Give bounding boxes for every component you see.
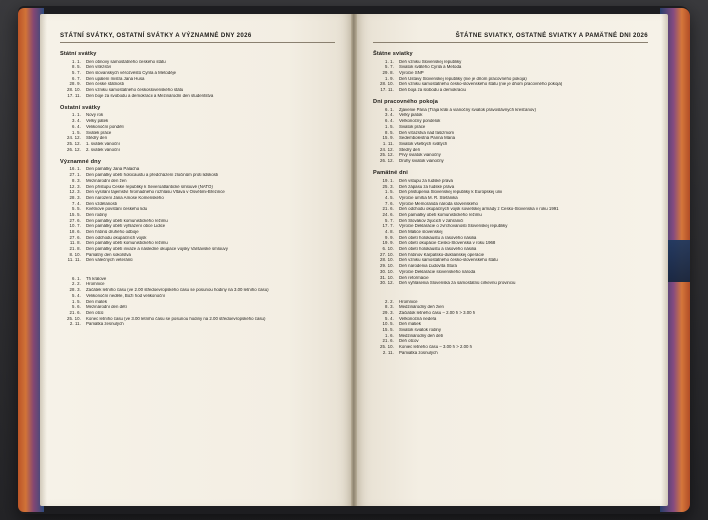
holiday-entry [373, 311, 648, 315]
entry-date: 28. 3. [69, 287, 81, 293]
entry-label: Den vysílání tajemství hromadného rozhlasu Vltava v Osvětimi-Březince [86, 190, 225, 195]
entry-date: 15. 5. [382, 326, 394, 332]
entry-label: Mezinárodní den dětí [86, 305, 127, 310]
entry-date: 3. 4. [72, 118, 81, 124]
entry-label: 1. svátek vánoční [86, 141, 120, 146]
holiday-entry [373, 334, 648, 338]
entry-date: 24. 6. [382, 211, 394, 217]
entry-date: 8. 10. [69, 251, 81, 257]
entry-label: Den památky obětí komunistického režimu [86, 218, 168, 223]
holiday-entry [373, 131, 648, 135]
entry-label: Velikonoční neděle, Boží hod velikonoční [86, 293, 165, 298]
holiday-entry [60, 113, 335, 117]
holiday-entry [373, 190, 648, 194]
holiday-entry [60, 136, 335, 140]
holiday-entry [373, 159, 648, 163]
entry-label: Výročie Deklarácie slovenského národa [399, 269, 476, 274]
holiday-entry [60, 282, 335, 286]
entry-label: Začiatok letného času – 2.00 h > 3.00 h [399, 310, 476, 315]
holiday-entry [60, 294, 335, 298]
holiday-entry [60, 253, 335, 257]
entry-label: Deň obetí okupácie Česko-Slovenska v roku 1968 [399, 241, 496, 246]
entry-label: Den památky obětí invaze a následné okupace vojsky Varšavské smlouvy [86, 247, 228, 252]
holiday-entry [60, 236, 335, 240]
entry-date: 8. 5. [385, 129, 394, 135]
entry-date: 5. 7. [385, 217, 394, 223]
entry-date: 4. 5. [385, 194, 394, 200]
right-page-title: ŠTÁTNE SVIATKY, OSTATNÉ SVIATKY A PAMÄTNÉ DNI 2026 [373, 32, 648, 43]
holiday-entry [373, 142, 648, 146]
entry-date: 28. 9. [69, 81, 81, 87]
entry-label: Den české státnosti [86, 82, 124, 87]
entry-date: 1. 1. [72, 112, 81, 118]
holiday-entry [60, 311, 335, 315]
holiday-entry [373, 224, 648, 228]
holiday-entry [373, 202, 648, 206]
entry-label: Prvý sviatok vianočný [399, 153, 441, 158]
entry-label: Den památky obětí komunistického režimu [86, 241, 168, 246]
entry-label: Začátek letního času (ve 2.00 středoevropského času se posunou hodiny na 3.00 letního času) [86, 288, 269, 293]
holiday-entry [373, 82, 648, 86]
holiday-entry [373, 153, 648, 157]
entry-label: Deň Matice slovenskej [399, 230, 443, 234]
entry-date: 6. 4. [385, 118, 394, 124]
entry-label: Den odchodu okupačních vojsk [86, 235, 147, 240]
holiday-section [60, 270, 335, 327]
entry-date: 25. 10. [67, 315, 81, 321]
entry-label: Hromnice [399, 299, 418, 304]
holiday-entry [60, 148, 335, 152]
holiday-entry [60, 230, 335, 234]
entry-label: Velikonoční pondělí [86, 124, 124, 129]
entry-date: 5. 6. [72, 304, 81, 310]
holiday-entry [373, 196, 648, 200]
entry-date: 6. 4. [72, 123, 81, 129]
holiday-entry [60, 119, 335, 123]
holiday-entry [373, 71, 648, 75]
entry-date: 17. 7. [382, 223, 394, 229]
holiday-entry [60, 300, 335, 304]
entry-date: 27. 1. [69, 172, 81, 178]
section-title: Pamätné dni [373, 170, 408, 177]
entry-label: Květnové povstání českého lidu [86, 207, 148, 212]
entry-label: Den upálení mistra Jana Husa [86, 76, 145, 81]
entry-label: Deň vzniku samostatného česko-slovenského štátu (nie je dňom pracovného pokoja) [399, 82, 563, 87]
entry-date: 6. 1. [385, 106, 394, 112]
holiday-entry [373, 247, 648, 251]
entry-date: 2. 2. [385, 298, 394, 304]
entry-label: Druhý sviatok vianočný [399, 158, 444, 163]
holiday-entry [60, 277, 335, 281]
entry-date: 6. 7. [72, 75, 81, 81]
holiday-entry [60, 322, 335, 326]
entry-date: 21. 6. [382, 338, 394, 344]
entry-date: 30. 12. [380, 280, 394, 286]
entry-date: 29. 10. [380, 263, 394, 269]
entry-date: 17. 11. [67, 92, 81, 98]
entry-label: Sviatok všetkých svätých [399, 141, 448, 146]
entry-date: 25. 10. [380, 344, 394, 350]
holiday-entry [60, 202, 335, 206]
entry-label: Veľkonočná nedeľa [399, 316, 437, 321]
entry-date: 1. 5. [385, 189, 394, 195]
entry-date: 1. 5. [385, 123, 394, 129]
holiday-entry [373, 264, 648, 268]
holiday-entry [60, 167, 335, 171]
holiday-entry [373, 276, 648, 280]
entry-label: Výročie SNP [399, 70, 424, 75]
holiday-entry [373, 207, 648, 211]
entry-date: 24. 12. [67, 135, 81, 141]
entry-date: 3. 4. [385, 112, 394, 118]
holiday-entry [60, 88, 335, 92]
entry-date: 7. 6. [385, 200, 394, 206]
entry-label: Zjavenie Pána (Traja králi a vianočný sviatok pravoslávnych kresťanov) [399, 107, 536, 112]
section-title: Štátne sviatky [373, 51, 413, 57]
entry-date: 2. 11. [69, 321, 81, 327]
entry-label: Pamiatka zosnulých [399, 350, 438, 355]
section-spacer [373, 293, 648, 300]
holiday-entry [60, 213, 335, 217]
holiday-entry [373, 345, 648, 349]
entry-date: 29. 8. [382, 69, 394, 75]
left-page-sections [60, 51, 335, 327]
entry-label: Deň odchodu okupačných vojsk sovietskej armády z Česko-Slovenska v roku 1991 [399, 207, 559, 212]
entry-date: 8. 3. [72, 177, 81, 183]
entry-date: 28. 10. [67, 86, 81, 92]
entry-label: Deň hrdinov Karpatsko-duklianskej operácie [399, 252, 484, 257]
entry-date: 8. 5. [72, 64, 81, 70]
entry-label: Hromnice [86, 282, 105, 287]
entry-date: 17. 11. [380, 86, 394, 92]
holiday-section [373, 170, 648, 285]
entry-date: 1. 9. [385, 75, 394, 81]
entry-label: Výročie Memoranda národa slovenského [399, 201, 478, 206]
entry-date: 11. 11. [67, 257, 81, 263]
entry-date: 27. 6. [69, 217, 81, 223]
holiday-entry [373, 60, 648, 64]
entry-label: Štědrý den [86, 136, 108, 141]
holiday-entry [373, 77, 648, 81]
entry-date: 5. 4. [72, 292, 81, 298]
entry-label: Deň vstupu za ľudské práva [399, 178, 453, 183]
entry-date: 10. 7. [69, 223, 81, 229]
holiday-entry [60, 317, 335, 321]
holiday-entry [373, 328, 648, 332]
entry-label: Svátek práce [86, 130, 112, 135]
entry-label: Sviatok sviatok rodiny [399, 327, 442, 332]
entry-date: 18. 6. [69, 229, 81, 234]
holiday-entry [60, 65, 335, 69]
entry-date: 12. 3. [69, 183, 81, 189]
entry-date: 8. 3. [385, 304, 394, 310]
holiday-section [60, 51, 335, 98]
entry-date: 27. 10. [380, 251, 394, 257]
holiday-entry [60, 196, 335, 200]
holiday-entry [60, 190, 335, 194]
entry-label: Tři králové [86, 276, 107, 281]
holiday-section [60, 105, 335, 152]
holiday-entry [373, 300, 648, 304]
entry-label: Deň reformácie [399, 275, 429, 280]
holiday-entry [373, 322, 648, 326]
entry-label: Veľký piatok [399, 113, 423, 118]
entry-label: Konec letního času (ve 3.00 letního času se posunou hodiny na 2.00 středoevropského času) [86, 316, 266, 321]
holiday-entry [373, 119, 648, 123]
holiday-entry [373, 185, 648, 189]
holiday-entry [373, 219, 648, 223]
holiday-entry [60, 258, 335, 262]
holiday-entry [60, 125, 335, 129]
entry-label: Den rodiny [86, 212, 108, 217]
holiday-entry [373, 113, 648, 117]
entry-label: Velký pátek [86, 119, 109, 124]
entry-date: 25. 12. [380, 152, 394, 158]
entry-date: 12. 3. [69, 189, 81, 195]
entry-label: 2. svátek vánoční [86, 147, 120, 152]
holiday-entry [373, 270, 648, 274]
holiday-entry [373, 136, 648, 140]
entry-date: 1. 11. [382, 140, 394, 146]
holiday-entry [373, 148, 648, 152]
holiday-entry [60, 224, 335, 228]
entry-date: 21. 6. [69, 309, 81, 315]
section-spacer [60, 270, 335, 277]
entry-label: Medzinárodný deň žien [399, 305, 444, 310]
entry-label: Deň Ústavy Slovenskej republiky (nie je dňom pracovného pokoja) [399, 76, 527, 81]
entry-date: 30. 10. [380, 268, 394, 274]
entry-date: 6. 10. [382, 246, 394, 252]
entry-label: Nový rok [86, 113, 104, 118]
entry-label: Den válečných veteránů [86, 258, 133, 263]
holiday-entry [373, 108, 648, 112]
holiday-section [373, 99, 648, 163]
entry-date: 5. 5. [72, 206, 81, 212]
holiday-entry [60, 179, 335, 183]
entry-label: Koniec letného času – 3.00 h > 2.00 h [399, 345, 473, 350]
holiday-entry [373, 281, 648, 285]
holiday-entry [373, 258, 648, 262]
holiday-entry [373, 88, 648, 92]
entry-date: 28. 3. [69, 194, 81, 200]
entry-date: 31. 10. [380, 274, 394, 280]
entry-label: Památný den sokolstva [86, 252, 131, 257]
entry-label: Mezinárodní den žen [86, 178, 127, 183]
entry-date: 25. 3. [382, 183, 394, 189]
entry-label: Den památky Jana Palacha [86, 167, 140, 172]
holiday-entry [373, 253, 648, 257]
entry-date: 15. 9. [382, 135, 394, 141]
entry-label: Den hrdinů druhého odboje [86, 230, 139, 234]
entry-label: Výročie Deklarácie o zvrchovanosti Slovenskej republiky [399, 224, 508, 229]
entry-date: 24. 12. [380, 146, 394, 152]
holiday-section [60, 159, 335, 263]
holiday-entry [60, 247, 335, 251]
holiday-entry [373, 230, 648, 234]
entry-label: Den slovanských věrozvěstů Cyrila a Metoděje [86, 70, 177, 75]
holiday-section [373, 293, 648, 356]
entry-date: 21. 6. [382, 206, 394, 212]
holiday-entry [60, 219, 335, 223]
entry-date: 16. 1. [69, 166, 81, 172]
entry-date: 11. 8. [69, 240, 81, 246]
entry-label: Den památky obětí holocaustu a předcházení zločinům proti lidskosti [86, 173, 219, 178]
entry-label: Den narození Jana Amose Komenského [86, 195, 164, 200]
entry-date: 6. 1. [72, 275, 81, 281]
entry-date: 9. 9. [385, 234, 394, 240]
entry-label: Deň obetí holokaustu a rasového násilia [399, 235, 477, 240]
entry-label: Sviatok práce [399, 124, 426, 129]
holiday-entry [373, 65, 648, 69]
entry-date: 15. 5. [69, 211, 81, 217]
holiday-entry [60, 185, 335, 189]
entry-label: Památka zesnulých [86, 322, 124, 327]
entry-date: 7. 4. [72, 200, 81, 206]
holiday-entry [373, 236, 648, 240]
entry-date: 26. 12. [67, 146, 81, 152]
holiday-entry [373, 351, 648, 355]
entry-date: 27. 6. [69, 234, 81, 240]
left-page-title: STÁTNÍ SVÁTKY, OSTATNÍ SVÁTKY A VÝZNAMNÉ DNY 2026 [60, 32, 335, 43]
entry-date: 1. 1. [385, 58, 394, 64]
entry-date: 21. 8. [69, 246, 81, 252]
entry-label: Den boje za svobodu a demokracii a Mezinárodní den studentstva [86, 93, 214, 98]
holiday-entry [60, 94, 335, 98]
entry-date: 28. 10. [380, 81, 394, 87]
entry-date: 10. 5. [382, 321, 394, 327]
holiday-entry [60, 82, 335, 86]
entry-label: Deň vyhlásenia Slovenska za samostatnú cirkevnú provinciu [399, 281, 516, 286]
section-title: Ostatní svátky [60, 104, 101, 111]
entry-label: Medzinárodný deň detí [399, 333, 444, 338]
entry-label: Deň Slovákov žijúcich v zahraničí [399, 218, 464, 223]
entry-label: Den matek [86, 299, 108, 304]
entry-label: Deň narodenia Ľudovíta Štúra [399, 264, 457, 269]
entry-label: Deň pristúpenia Slovenskej republiky k Európskej únii [399, 190, 503, 195]
holiday-section [373, 51, 648, 92]
entry-date: 2. 11. [382, 349, 394, 355]
holiday-entry [60, 305, 335, 309]
entry-date: 1. 1. [72, 58, 81, 64]
section-title: Významné dny [60, 158, 101, 165]
entry-date: 5. 4. [385, 315, 394, 321]
entry-label: Den vzniku samostatného československého státu [86, 87, 184, 92]
holiday-entry [373, 317, 648, 321]
holiday-entry [60, 241, 335, 245]
entry-label: Den vítězství [86, 65, 112, 70]
entry-date: 19. 9. [382, 240, 394, 246]
entry-label: Deň boja za slobodu a demokraciu [399, 87, 466, 92]
left-page [40, 14, 351, 506]
holiday-entry [373, 179, 648, 183]
entry-label: Den obnovy samostatného českého státu [86, 59, 166, 64]
entry-date: 29. 3. [382, 309, 394, 315]
entry-date: 2. 2. [72, 281, 81, 287]
holiday-entry [60, 71, 335, 75]
holiday-entry [373, 125, 648, 129]
holiday-entry [373, 339, 648, 343]
entry-label: Deň obetí holokaustu a rasového násilia [399, 247, 477, 252]
entry-label: Deň víťazstva nad fašizmom [399, 130, 454, 135]
section-title: Dni pracovného pokoja [373, 99, 439, 106]
entry-date: 4. 8. [385, 229, 394, 234]
entry-date: 28. 10. [380, 257, 394, 263]
entry-label: Den přístupu České republiky k Severoatlantické smlouvě (NATO) [86, 184, 213, 189]
holiday-entry [60, 173, 335, 177]
entry-date: 1. 6. [385, 332, 394, 338]
entry-label: Den památky obětí vyhlazení obce Lidice [86, 224, 166, 229]
entry-label: Deň vzniku Slovenskej republiky [399, 59, 462, 64]
holiday-entry [60, 131, 335, 135]
section-title: Státní svátky [60, 51, 97, 57]
entry-label: Deň pamiatky obetí komunistického režimu [399, 212, 482, 217]
entry-date: 1. 5. [72, 298, 81, 304]
holiday-entry [373, 241, 648, 245]
entry-date: 1. 5. [72, 129, 81, 135]
entry-date: 5. 7. [385, 64, 394, 70]
entry-label: Výročie úmrtia M. R. Štefánika [399, 195, 458, 200]
holiday-entry [60, 60, 335, 64]
holiday-entry [60, 207, 335, 211]
entry-label: Deň otcov [399, 339, 419, 344]
entry-date: 25. 12. [67, 140, 81, 146]
entry-label: Sviatok svätého Cyrila a Metoda [399, 65, 462, 70]
right-page-sections [373, 51, 648, 355]
entry-label: Štedrý deň [399, 147, 421, 152]
entry-date: 5. 7. [72, 69, 81, 75]
entry-label: Den otců [86, 310, 104, 315]
holiday-entry [60, 288, 335, 292]
right-page [357, 14, 668, 506]
entry-label: Den vzdělanosti [86, 201, 117, 206]
holiday-entry [373, 213, 648, 217]
holiday-entry [60, 77, 335, 81]
entry-label: Deň matiek [399, 322, 421, 327]
holiday-entry [373, 305, 648, 309]
entry-label: Veľkonočný pondelok [399, 119, 441, 124]
entry-date: 26. 12. [380, 157, 394, 163]
entry-label: Deň zápasu za ľudské práva [399, 184, 455, 189]
entry-label: Sedembolestná Panna Mária [399, 136, 456, 141]
holiday-entry [60, 142, 335, 146]
entry-date: 19. 1. [382, 177, 394, 183]
entry-label: Deň vzniku samostatného česko-slovenského štátu [399, 258, 498, 263]
